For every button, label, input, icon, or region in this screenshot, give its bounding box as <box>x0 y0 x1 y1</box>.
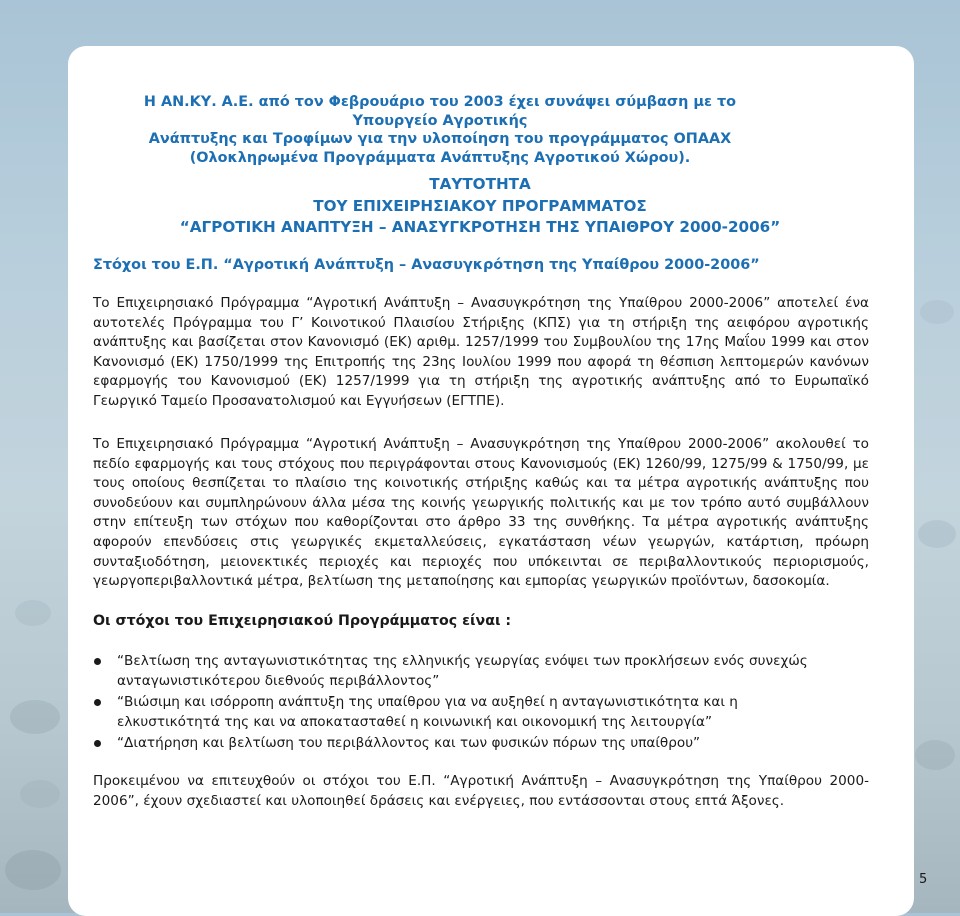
bullet-icon <box>94 658 101 665</box>
section-subheading: Στόχοι του Ε.Π. “Αγροτική Ανάπτυξη – Ανασυγκρότηση της Υπαίθρου 2000-2006” <box>93 257 760 273</box>
title-line-identity: ΤΑΥΤΟΤΗΤΑ <box>429 175 531 193</box>
paragraph-program-description: Το Επιχειρησιακό Πρόγραμμα “Αγροτική Ανάπτυξη – Ανασυγκρότηση της Υπαίθρου 2000-2006” αποτελεί ένα αυτοτελές Πρόγραμμα του Γ’ Κοινοτικού Πλαισίου Στήριξης (ΚΠΣ) για τη στήριξη της αειφόρου αγροτικής ανάπτυξης και βασίζεται στον Κανονισμό (ΕΚ) αριθμ. 1257/1999 του Συμβουλίου της 17ης Μαΐου 1999 και στον Κανονισμό (ΕΚ) 1750/1999 της Επιτροπής της 23ης Ιουλίου 1999 που αφορά τη θέσπιση λεπτομερών κανόνων εφαρμογής του Κανονισμού (ΕΚ) 1257/1999 για τη στήριξη της αγροτικής ανάπτυξης από το Ευρωπαϊκό Γεωργικό Ταμείο Προσανατολισμού και Εγγυήσεων (ΕΓΤΠΕ). <box>93 295 869 409</box>
list-item <box>93 734 833 754</box>
title-line-program-name: “ΑΓΡΟΤΙΚΗ ΑΝΑΠΤΥΞΗ – ΑΝΑΣΥΓΚΡΟΤΗΣΗ ΤΗΣ ΥΠΑΙΘΡΟΥ 2000-2006” <box>179 218 781 236</box>
objective-text: “Βιώσιμη και ισόρροπη ανάπτυξη της υπαίθρου για να αυξηθεί η ανταγωνιστικότητα και η ελκυστικότητά της και να αποκατασταθεί η κοινωνική και οικονομική της λειτουργία” <box>117 694 738 730</box>
intro-line: Ανάπτυξης και Τροφίμων για την υλοποίηση του προγράμματος ΟΠΑΑΧ <box>148 131 732 147</box>
page-title <box>150 174 810 239</box>
intro-line: (Ολοκληρωμένα Προγράμματα Ανάπτυξης Αγροτικού Χώρου). <box>189 149 691 166</box>
objectives-title: Οι στόχοι του Επιχειρησιακού Προγράμματος είναι : <box>93 613 512 629</box>
page-number: 5 <box>919 872 928 887</box>
bullet-icon <box>94 699 101 706</box>
intro-line: Η ΑΝ.ΚΥ. Α.Ε. από τον Φεβρουάριο του 2003 έχει συνάψει σύμβαση με το Υπουργείο Αγροτικής <box>143 94 737 129</box>
objectives-list <box>93 652 833 756</box>
objective-text: “Διατήρηση και βελτίωση του περιβάλλοντος και των φυσικών πόρων της υπαίθρου” <box>117 735 701 752</box>
list-item <box>93 652 833 691</box>
paragraph-closing: Προκειμένου να επιτευχθούν οι στόχοι του Ε.Π. “Αγροτική Ανάπτυξη – Ανασυγκρότηση της Υπαίθρου 2000-2006”, έχουν σχεδιαστεί και υλοποιηθεί δράσεις και ενέργειες, που εντάσσονται στους επτά Άξονες. <box>93 773 869 809</box>
paragraph-scope: Το Επιχειρησιακό Πρόγραμμα “Αγροτική Ανάπτυξη – Ανασυγκρότηση της Υπαίθρου 2000-2006” ακολουθεί το πεδίο εφαρμογής και τους στόχους που περιγράφονται στους Κανονισμούς (ΕΚ) 1260/99, 1275/99 & 1750/99, με τους οποίους θεσπίζεται το πλαίσιο της κοινοτικής στήριξης καθώς και τα μέτρα αγροτικής ανάπτυξης που συνοδεύουν και συμπληρώνουν άλλα μέσα της κοινής γεωργικής πολιτικής και με τον τρόπο αυτό συμβάλλουν στην επίτευξη των στόχων που καθορίζονται στο άρθρο 33 της συνθήκης. Τα μέτρα αγροτικής ανάπτυξης αφορούν επενδύσεις στις γεωργικές εκμεταλλεύσεις, εγκατάσταση νέων γεωργών, κατάρτιση, πρόωρη συνταξιοδότηση, μειονεκτικές περιοχές και περιοχές που υπόκεινται σε περιβαλλοντικούς περιορισμούς, γεωργοπεριβαλλοντικά μέτρα, βελτίωση της μεταποίησης και εμπορίας γεωργικών προϊόντων, δασοκομία. <box>93 436 869 590</box>
objective-text: “Βελτίωση της ανταγωνιστικότητας της ελληνικής γεωργίας ενόψει των προκλήσεων ενός συνεχώς ανταγωνιστικότερου διεθνούς περιβάλλοντος” <box>117 653 808 689</box>
intro-text <box>110 93 770 167</box>
title-line-program: ΤΟΥ ΕΠΙΧΕΙΡΗΣΙΑΚΟΥ ΠΡΟΓΡΑΜΜΑΤΟΣ <box>313 196 647 215</box>
list-item <box>93 693 833 732</box>
bullet-icon <box>94 740 101 747</box>
